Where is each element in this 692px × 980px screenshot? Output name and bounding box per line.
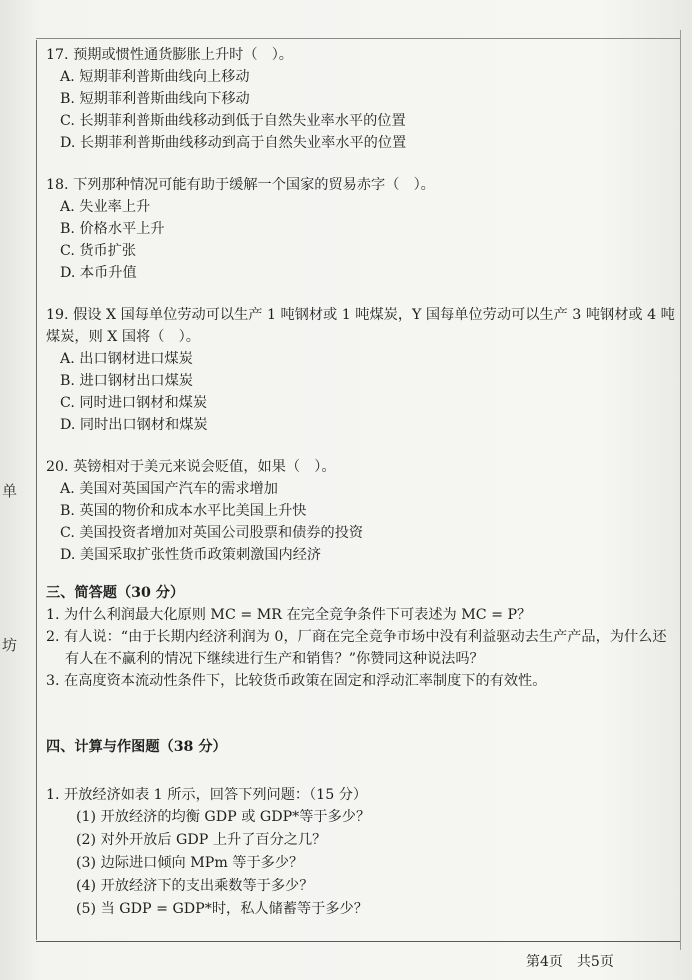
question-17 — [46, 44, 676, 154]
section-3-title: 三、简答题（30 分） — [46, 585, 185, 601]
sub-question-4: (4) 开放经济下的支出乘数等于多少？ — [76, 878, 314, 894]
option-d: D. 同时出口钢材和煤炭 — [60, 417, 208, 433]
short-answer-1: 1. 为什么利润最大化原则 MC = MR 在完全竞争条件下可表述为 MC = P？ — [46, 607, 532, 623]
option-c: C. 货币扩张 — [60, 243, 137, 259]
question-stem: 20. 英镑相对于美元来说会贬值，如果（ ）。 — [46, 459, 336, 475]
option-d: D. 长期菲利普斯曲线移动到高于自然失业率水平的位置 — [60, 135, 407, 151]
sub-question-2: (2) 对外开放后 GDP 上升了百分之几？ — [76, 832, 327, 848]
option-b: B. 短期菲利普斯曲线向下移动 — [60, 91, 250, 107]
option-a: A. 美国对英国国产汽车的需求增加 — [60, 481, 278, 497]
question-18 — [46, 174, 676, 284]
option-a: A. 失业率上升 — [60, 199, 151, 215]
question-20 — [46, 456, 676, 566]
option-b: B. 进口钢材出口煤炭 — [60, 373, 193, 389]
question-stem: 18. 下列那种情况可能有助于缓解一个国家的贸易赤字（ ）。 — [46, 177, 435, 193]
question-stem: 19. 假设 X 国每单位劳动可以生产 1 吨钢材或 1 吨煤炭，Y 国每单位劳动可以生产 3 吨钢材或 4 吨煤炭，则 X 国将（ ）。 — [46, 307, 675, 345]
bottom-rule — [36, 941, 680, 942]
short-answer-3: 3. 在高度资本流动性条件下，比较货币政策在固定和浮动汇率制度下的有效性。 — [46, 673, 547, 689]
question-19 — [46, 304, 676, 436]
sub-question-3: (3) 边际进口倾向 MPm 等于多少？ — [76, 855, 304, 871]
sub-question-1: (1) 开放经济的均衡 GDP 或 GDP*等于多少？ — [76, 809, 371, 825]
option-b: B. 英国的物价和成本水平比美国上升快 — [60, 503, 307, 519]
option-c: C. 同时进口钢材和煤炭 — [60, 395, 208, 411]
question-stem: 17. 预期或惯性通货膨胀上升时（ ）。 — [46, 47, 293, 63]
section-4-title: 四、计算与作图题（38 分） — [46, 739, 227, 755]
top-rule — [36, 38, 680, 39]
option-c: C. 长期菲利普斯曲线移动到低于自然失业率水平的位置 — [60, 113, 406, 129]
option-d: D. 本币升值 — [60, 265, 137, 281]
option-a: A. 短期菲利普斯曲线向上移动 — [60, 69, 250, 85]
option-c: C. 美国投资者增加对英国公司股票和债券的投资 — [60, 525, 364, 541]
calc-question-1: 1. 开放经济如表 1 所示，回答下列问题：（15 分） — [46, 787, 368, 803]
binding-margin-line — [36, 40, 37, 940]
sub-question-5: (5) 当 GDP = GDP*时，私人储蓄等于多少？ — [76, 901, 368, 917]
right-rule — [680, 30, 681, 950]
exam-content — [46, 44, 676, 921]
binding-mark-1: 单 — [2, 482, 18, 500]
short-answer-2: 2. 有人说：“由于长期内经济利润为 0，厂商在完全竞争市场中没有利益驱动去生产产品，为什么还有人在不赢利的情况下继续进行生产和销售？”你赞同这种说法吗？ — [46, 629, 667, 667]
binding-mark-2: 坊 — [2, 636, 18, 654]
page-number: 第4页 共5页 — [526, 954, 614, 970]
option-d: D. 美国采取扩张性货币政策刺激国内经济 — [60, 547, 322, 563]
option-a: A. 出口钢材进口煤炭 — [60, 351, 193, 367]
option-b: B. 价格水平上升 — [60, 221, 165, 237]
